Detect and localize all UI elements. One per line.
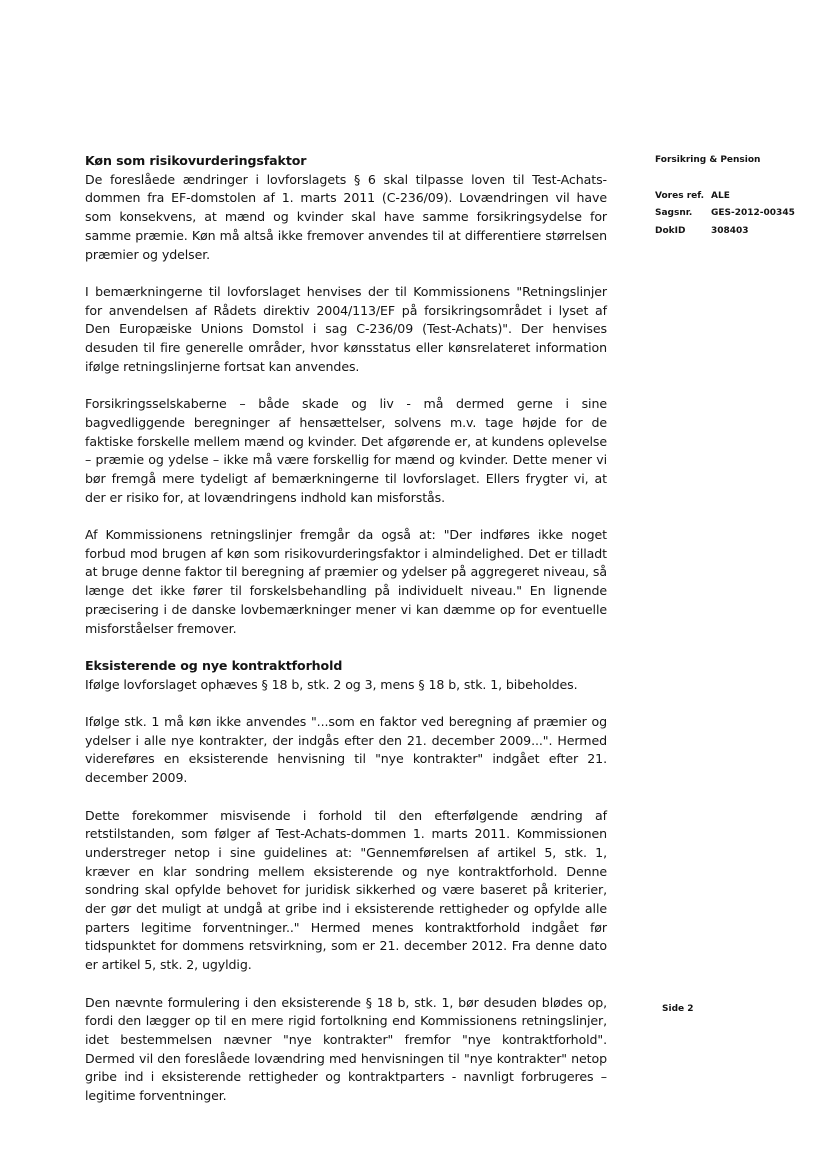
meta-row-reference xyxy=(655,188,815,206)
section-contract-relations xyxy=(85,657,607,1106)
section-heading: Køn som risikovurderingsfaktor xyxy=(85,153,307,168)
meta-label: Vores ref. xyxy=(655,190,705,201)
sender-sidebar xyxy=(655,152,815,240)
meta-value: ALE xyxy=(711,190,730,201)
paragraph: Ifølge stk. 1 må køn ikke anvendes "...som en faktor ved beregning af præmier og ydelser i alle nye kontrakter, der indgås efter den 21. december 2009...". Hermed videreføres en eksisterende henvisning til "nye kontrakter" indgået efter 21. december 2009. xyxy=(85,714,607,786)
paragraph: Af Kommissionens retningslinjer fremgår da også at: "Der indføres ikke noget forbud mod brugen af køn som risikovurderingsfaktor i almindelighed. Det er tilladt at bruge denne faktor til beregning af præmier og ydelser på aggregeret niveau, så længe det ikke fører til forskelsbehandling på individuelt niveau." En lignende præcisering i de danske lovbemærkninger mener vi kan dæmme op for eventuelle misforståelser fremover. xyxy=(85,527,607,636)
meta-value: 308403 xyxy=(711,225,749,236)
section-heading: Eksisterende og nye kontraktforhold xyxy=(85,657,343,673)
meta-row-case-number xyxy=(655,205,815,223)
meta-row-document-id xyxy=(655,223,815,241)
meta-label: DokID xyxy=(655,225,686,236)
page-number: Side 2 xyxy=(662,1004,694,1014)
paragraph: Ifølge lovforslaget ophæves § 18 b, stk. 2 og 3, mens § 18 b, stk. 1, bibeholdes. xyxy=(85,676,578,692)
paragraph: De foreslåede ændringer i lovforslagets § 6 skal tilpasse loven til Test-Achats-dommen fra EF-domstolen af 1. marts 2011 (C-236/09). Lovændringen vil have som konsekvens, at mænd og kvinder skal have samme forsikringsydelse for samme præmie. Køn må altså ikke fremover anvendes til at differentiere størrelsen præmier og ydelser. xyxy=(85,171,607,262)
letter-body xyxy=(85,152,607,1124)
paragraph: I bemærkningerne til lovforslaget henvises der til Kommissionens "Retningslinjer for anvendelsen af Rådets direktiv 2004/113/EF på forsikringsområdet i lyset af Den Europæiske Unions Domstol i sag C-236/09 (Test-Achats)". Der henvises desuden til fire generelle områder, hvor kønsstatus eller kønsrelateret information ifølge retningslinjerne fortsat kan anvendes. xyxy=(85,283,607,374)
section-gender-risk-factor xyxy=(85,152,607,638)
company-name: Forsikring & Pension xyxy=(655,155,761,165)
meta-label: Sagsnr. xyxy=(655,208,693,218)
paragraph: Dette forekommer misvisende i forhold til den efterfølgende ændring af retstilstanden, som følger af Test-Achats-dommen 1. marts 2011. Kommissionen understreger netop i sine guidelines at: "Gennemførelsen af artikel 5, stk. 1, kræver en klar sondring mellem eksisterende og nye kontraktforhold. Denne sondring skal opfylde behovet for juridisk sikkerhed og være baseret på kriterier, der gør det muligt at undgå at gribe ind i eksisterende rettigheder og opfylde alle parters legitime forventninger.." Hermed menes kontraktforhold indgået før tidspunktet for dommens retsvirkning, som er 21. december 2012. Fra denne dato er artikel 5, stk. 2, ugyldig. xyxy=(85,807,607,973)
paragraph: Forsikringsselskaberne – både skade og liv - må dermed gerne i sine bagvedliggende beregninger af hensættelser, solvens m.v. tage højde for de faktiske forskelle mellem mænd og kvinder. Det afgørende er, at kundens oplevelse – præmie og ydelse – ikke må være forskellig for mænd og kvinder. Dette mener vi bør fremgå mere tydeligt af bemærkningerne til lovforslaget. Ellers frygter vi, at der er risiko for, at lovændringens indhold kan misforstås. xyxy=(85,396,607,505)
paragraph: Den nævnte formulering i den eksisterende § 18 b, stk. 1, bør desuden blødes op, fordi den lægger op til en mere rigid fortolkning end Kommissionens retningslinjer, idet bestemmelsen nævner "nye kontrakter" fremfor "nye kontraktforhold". Dermed vil den foreslåede lovændring med henvisningen til "nye kontrakter" netop gribe ind i eksisterende rettigheder og kontraktparters - navnligt forbrugeres – legitime forventninger. xyxy=(85,994,607,1104)
meta-value: GES-2012-00345 xyxy=(711,208,795,218)
